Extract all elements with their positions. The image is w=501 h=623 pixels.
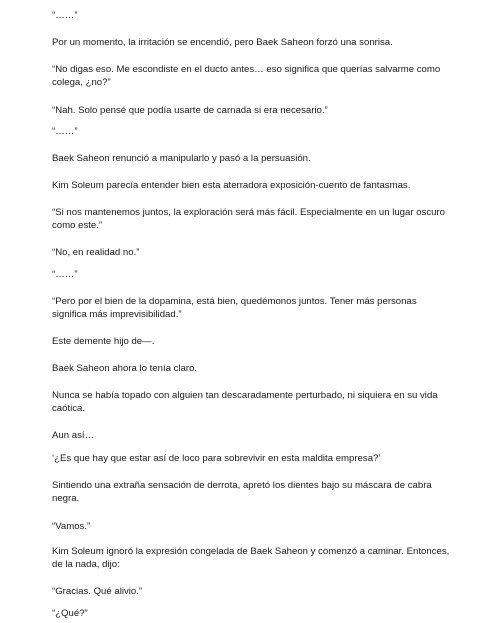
- paragraph: Este demente hijo de—.: [52, 336, 155, 347]
- paragraph: “No, en realidad no.”: [52, 247, 140, 258]
- paragraph: Nunca se había topado con alguien tan descaradamente perturbado, ni siquiera en su vida caótica.: [52, 390, 438, 415]
- paragraph: Baek Saheon renunció a manipularlo y pasó a la persuasión.: [52, 153, 311, 164]
- paragraph: “……”: [52, 126, 78, 137]
- paragraph: “Pero por el bien de la dopamina, está bien, quedémonos juntos. Tener más personas significa más imprevisibilidad.”: [52, 296, 417, 321]
- paragraph: “……”: [52, 269, 78, 280]
- paragraph: Sintiendo una extraña sensación de derrota, apretó los dientes bajo su máscara de cabra negra.: [52, 480, 432, 505]
- paragraph: “Nah. Solo pensé que podía usarte de carnada si era necesario.”: [52, 105, 328, 116]
- paragraph: “No digas eso. Me escondiste en el ducto antes… eso significa que querías salvarme como colega, ¿no?”: [52, 64, 441, 89]
- paragraph: Por un momento, la irritación se encendió, pero Baek Saheon forzó una sonrisa.: [52, 37, 393, 48]
- paragraph: Aun así…: [52, 430, 95, 441]
- paragraph: “Gracias. Qué alivio.”: [52, 586, 143, 597]
- paragraph: “……”: [52, 10, 78, 21]
- paragraph: ‘¿Es que hay que estar así de loco para sobrevivir en esta maldita empresa?’: [52, 453, 381, 464]
- paragraph: Baek Saheon ahora lo tenía claro.: [52, 363, 198, 374]
- paragraph: “¿Qué?”: [52, 608, 88, 619]
- paragraph: Kim Soleum ignoró la expresión congelada de Baek Saheon y comenzó a caminar. Entonces, de la nada, dijo:: [52, 546, 450, 571]
- paragraph: “Vamos.”: [52, 521, 91, 532]
- paragraph: Kim Soleum parecía entender bien esta aterradora exposición-cuento de fantasmas.: [52, 180, 411, 191]
- paragraph: “Si nos mantenemos juntos, la exploración será más fácil. Especialmente en un lugar oscuro como este.”: [52, 207, 446, 232]
